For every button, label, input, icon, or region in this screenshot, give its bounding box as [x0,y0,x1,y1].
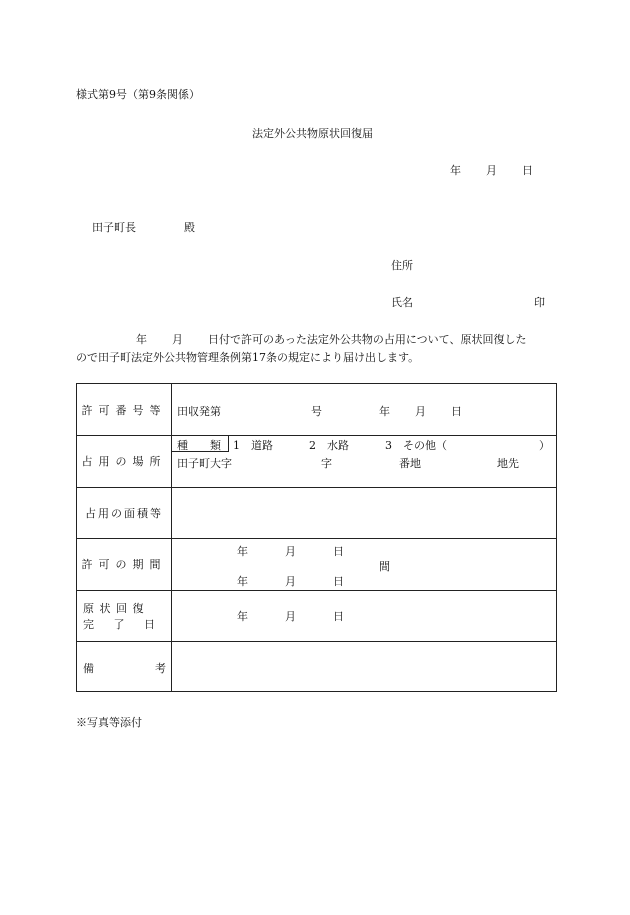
address-banchi: 番地 [399,457,421,470]
period-between: 間 [379,560,390,573]
name-label: 氏名 [391,296,413,309]
period-start-month: 月 [285,545,296,558]
restoration-label-line1: 原 状 回 復 [83,602,145,615]
permit-day: 日 [451,405,462,418]
remarks-label-end: 考 [155,662,166,675]
body-year: 年 [136,333,147,346]
option-other-close: ） [539,439,550,452]
restoration-year: 年 [237,610,248,623]
date-year: 年 [450,164,461,177]
date-month: 月 [486,164,497,177]
option-road: 1 道路 [233,439,273,452]
restoration-month: 月 [285,610,296,623]
addressee-name: 田子町長 [92,221,136,234]
kind-label: 種 類 [177,439,221,452]
address-label: 住所 [391,259,413,272]
address-chisaki: 地先 [497,457,519,470]
period-end-month: 月 [285,575,296,588]
period-label: 許可の期間 [81,558,167,571]
period-end-day: 日 [333,575,344,588]
page-title: 法定外公共物原状回復届 [252,127,373,140]
body-line1-text: 日付で許可のあった法定外公共物の占用について、原状回復した [208,333,527,346]
form-table [76,383,557,692]
date-day: 日 [522,164,533,177]
remarks-label-start: 備 [83,662,94,675]
seal-mark: 印 [534,296,545,309]
address-aza: 字 [321,457,332,470]
body-line2-text: ので田子町法定外公共物管理条例第17条の規定により届け出します。 [76,351,420,364]
restoration-label-line2: 完 了 日 [83,618,163,631]
attachment-note: ※写真等添付 [76,716,142,729]
permit-go: 号 [311,405,322,418]
area-label: 占用の面積等 [85,506,163,520]
permit-year: 年 [379,405,390,418]
form-number: 様式第9号（第9条関係） [76,88,200,101]
period-start-year: 年 [237,545,248,558]
option-waterway: 2 水路 [309,439,349,452]
permit-prefix: 田収発第 [177,405,221,418]
permit-month: 月 [415,405,426,418]
restoration-day: 日 [333,610,344,623]
period-start-day: 日 [333,545,344,558]
address-oaza: 田子町大字 [177,457,232,470]
permit-number-label: 許可番号等 [81,403,167,417]
option-other: 3 その他（ [385,439,447,452]
body-month: 月 [172,333,183,346]
location-label: 占用の場所 [81,455,167,468]
addressee-honorific: 殿 [184,221,195,234]
period-end-year: 年 [237,575,248,588]
